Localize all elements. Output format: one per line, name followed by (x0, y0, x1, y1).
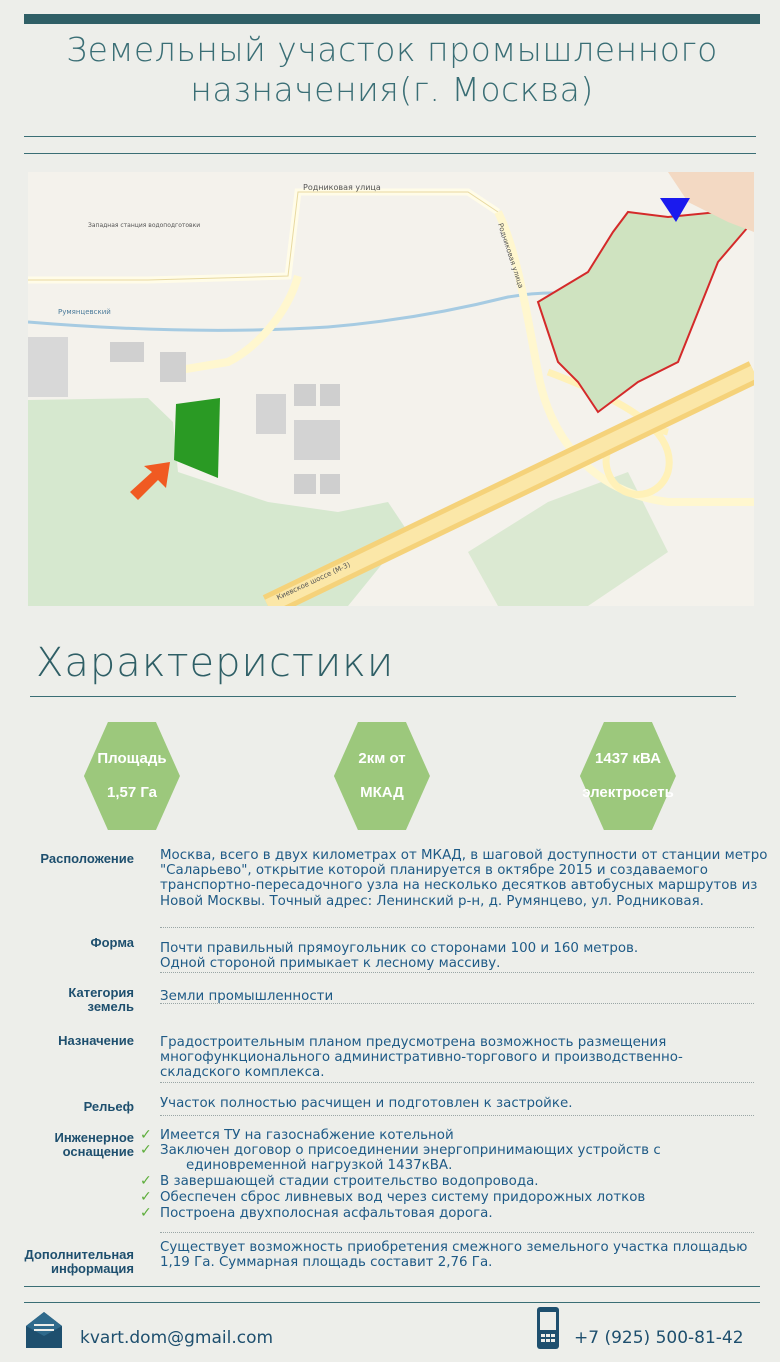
building (320, 474, 340, 494)
badge-power (580, 722, 676, 830)
footer-rule-top (24, 1286, 760, 1287)
relief-text: Участок полностью расчищен и подготовлен к застройке. (160, 1096, 573, 1111)
list-item (140, 1128, 780, 1143)
purpose-label: Назначение (58, 1033, 134, 1048)
road-north (28, 192, 498, 280)
list-item-continuation (186, 1158, 780, 1173)
list-item-text: Построена двухполосная асфальтовая дорога. (160, 1206, 493, 1221)
river (28, 293, 628, 330)
extra-line-2: 1,19 Га. Суммарная площадь составит 2,76 Га. (160, 1255, 493, 1271)
engineering-label-line2: оснащение (62, 1144, 134, 1159)
building (294, 384, 316, 406)
building (294, 420, 340, 460)
river-label: Румянцевский (58, 308, 111, 316)
section-title: Характеристики (36, 640, 395, 686)
check-icon: ✓ (140, 1205, 152, 1221)
extra-label-line2: информация (50, 1261, 134, 1276)
badge-power-line1: 1437 кВА (595, 750, 661, 767)
email-link[interactable]: kvart.dom@gmail.com (80, 1328, 274, 1348)
shape-label: Форма (90, 935, 134, 950)
divider (160, 1232, 754, 1233)
building (320, 384, 340, 406)
extra-text (160, 1240, 750, 1270)
location-text: Москва, всего в двух километрах от МКАД, в шаговой доступности от станции метро "Саларьево", открытие которой планируется в октябре 2015 и создаваемого транспортно-пересадочного узла на несколько десятков автобусных маршрутов из Новой Москвы. Точный адрес: Ленинский р-н, д. Румянцево, ул. Родниковая. (160, 848, 768, 909)
footer-rule-bottom (24, 1302, 760, 1303)
street-label-h: Родниковая улица (303, 183, 381, 192)
station-label: Западная станция водоподготовки (88, 222, 201, 229)
badge-distance-line1: 2км от (358, 750, 406, 767)
list-item (140, 1143, 780, 1158)
list-item (140, 1190, 780, 1205)
phone-link[interactable]: +7 (925) 500-81-42 (574, 1328, 744, 1348)
building (294, 474, 316, 494)
list-item-text: Заключен договор о присоединении энергопринимающих устройств с (160, 1143, 661, 1158)
purpose-text: Градостроительным планом предусмотрена возможность размещения многофункционального административно-торгового и производственно-складского комплекса. (160, 1035, 683, 1081)
list-item (140, 1206, 780, 1221)
page-title (24, 30, 760, 110)
extra-line-1: Существует возможность приобретения смежного земельного участка площадью (160, 1240, 748, 1255)
phone-icon (536, 1306, 560, 1350)
map-canvas (28, 172, 754, 606)
section-rule (30, 696, 736, 697)
location-map[interactable] (28, 172, 754, 606)
relief-label: Рельеф (83, 1099, 134, 1114)
street-label-v: Родниковая улица (496, 222, 525, 290)
list-item-text: Обеспечен сброс ливневых вод через систему придорожных лотков (160, 1190, 646, 1205)
category-label-line2: земель (87, 999, 134, 1014)
location-label: Расположение (40, 851, 134, 866)
category-label-line1: Категория (68, 985, 134, 1000)
check-icon: ✓ (140, 1173, 152, 1189)
engineering-label-line1: Инженерное (54, 1130, 134, 1145)
badge-power-line2: электросеть (582, 784, 674, 801)
divider (160, 1003, 754, 1004)
shape-text (160, 941, 774, 971)
land-plot[interactable] (174, 398, 220, 478)
shape-line-1: Почти правильный прямоугольник со сторонами 100 и 160 метров. (160, 941, 639, 956)
title-rule-top (24, 136, 756, 137)
shape-line-2: Одной стороной примыкает к лесному массиву. (160, 956, 501, 972)
list-item-text: единовременной нагрузкой 1437кВА. (186, 1158, 453, 1173)
divider (160, 972, 754, 973)
building (110, 342, 144, 362)
check-icon: ✓ (140, 1189, 152, 1205)
title-line-2: назначения(г. Москва) (190, 70, 594, 109)
road-local (168, 276, 298, 372)
title-rule-bottom (24, 153, 756, 154)
list-item-text: В завершающей стадии строительство водопровода. (160, 1174, 539, 1189)
badge-distance (334, 722, 430, 830)
divider (160, 927, 754, 928)
badge-area-line1: Площадь (97, 750, 167, 767)
divider (160, 1115, 754, 1116)
check-icon: ✓ (140, 1142, 152, 1158)
building (256, 394, 286, 434)
divider (160, 1082, 754, 1083)
category-text: Земли промышленности (160, 989, 334, 1004)
badge-area (84, 722, 180, 830)
extra-label (0, 1248, 134, 1276)
engineering-label (14, 1131, 134, 1159)
list-item (140, 1174, 780, 1189)
title-line-1: Земельный участок промышленного (66, 30, 718, 69)
mail-icon (24, 1310, 64, 1350)
badge-area-line2: 1,57 Га (106, 784, 157, 801)
extra-label-line1: Дополнительная (24, 1247, 134, 1262)
highway-label: Киевское шоссе (М-3) (275, 560, 352, 602)
category-label (14, 986, 134, 1014)
badge-distance-line2: МКАД (360, 784, 404, 801)
building (160, 352, 186, 382)
road-north-edge (28, 192, 498, 280)
building (28, 337, 68, 397)
top-bar (24, 14, 760, 24)
list-item-text: Имеется ТУ на газоснабжение котельной (160, 1128, 454, 1143)
check-icon: ✓ (140, 1127, 152, 1143)
